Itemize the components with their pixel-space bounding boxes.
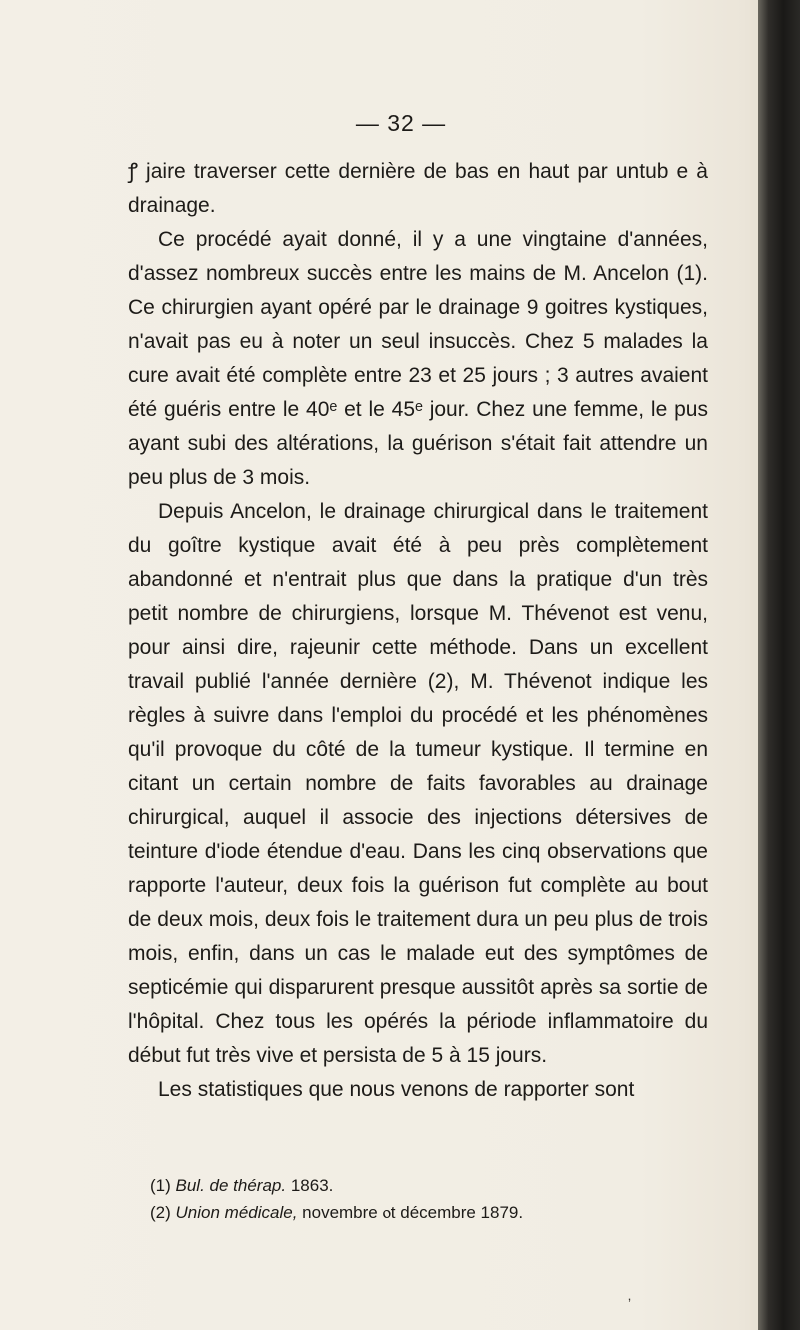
paragraph: ꝭ jaire traverser cette dernière de bas en haut par untub e à drainage.	[128, 160, 708, 217]
paragraph: Ce procédé ayait donné, il y a une vingtaine d'années, d'assez nombreux succès entre les mains de M. Ancelon (1). Ce chirurgien ayant opéré par le drainage 9 goitres kystiques, n'avait pas eu à noter un seul insuccès. Chez 5 malades la cure avait été complète entre 23 et 25 jours ; 3 autres avaient été guéris entre le 40ᵉ et le 45ᵉ jour. Chez une femme, le pus ayant subi des altérations, la guérison s'était fait attendre un peu plus de 3 mois.	[128, 228, 708, 489]
book-binding-edge	[758, 0, 800, 1330]
paragraph: Les statistiques que nous venons de rapporter sont	[158, 1078, 635, 1101]
footnote-source: Bul. de thérap.	[175, 1176, 287, 1195]
footnote-detail: novembre ⲟt décembre 1879.	[302, 1203, 524, 1222]
footnote	[150, 1199, 710, 1226]
main-text	[128, 155, 708, 1107]
paragraph: Depuis Ancelon, le drainage chirurgical dans le traitement du goître kystique avait été à peu près complètement abandonné et n'entrait plus que dans la pratique d'un très petit nombre de chirurgiens, lorsque M. Thévenot est venu, pour ainsi dire, rajeunir cette méthode. Dans un excellent travail publié l'année dernière (2), M. Thévenot indique les règles à suivre dans l'emploi du procédé et les phénomènes qu'il provoque du côté de la tumeur kystique. Il termine en citant un certain nombre de faits favorables au drainage chirurgical, auquel il associe des injections détersives de teinture d'iode étendue d'eau. Dans les cinq observations que rapporte l'auteur, deux fois la guérison fut complète au bout de deux mois, deux fois le traitement dura un peu plus de trois mois, enfin, dans un cas le malade eut des symptômes de septicémie qui disparurent presque aussitôt après sa sortie de l'hôpital. Chez tous les opérés la période inflammatoire du début fut très vive et persista de 5 à 15 jours.	[128, 500, 708, 1067]
page-number: — 32 —	[355, 110, 447, 136]
footnote-source: Union médicale,	[175, 1203, 298, 1222]
ink-speck: ʼ	[628, 1296, 632, 1312]
footnotes	[150, 1172, 710, 1226]
footnote-detail: 1863.	[290, 1176, 334, 1195]
footnote-marker: (2)	[150, 1203, 171, 1222]
footnote-marker: (1)	[150, 1176, 171, 1195]
footnote	[150, 1172, 710, 1199]
